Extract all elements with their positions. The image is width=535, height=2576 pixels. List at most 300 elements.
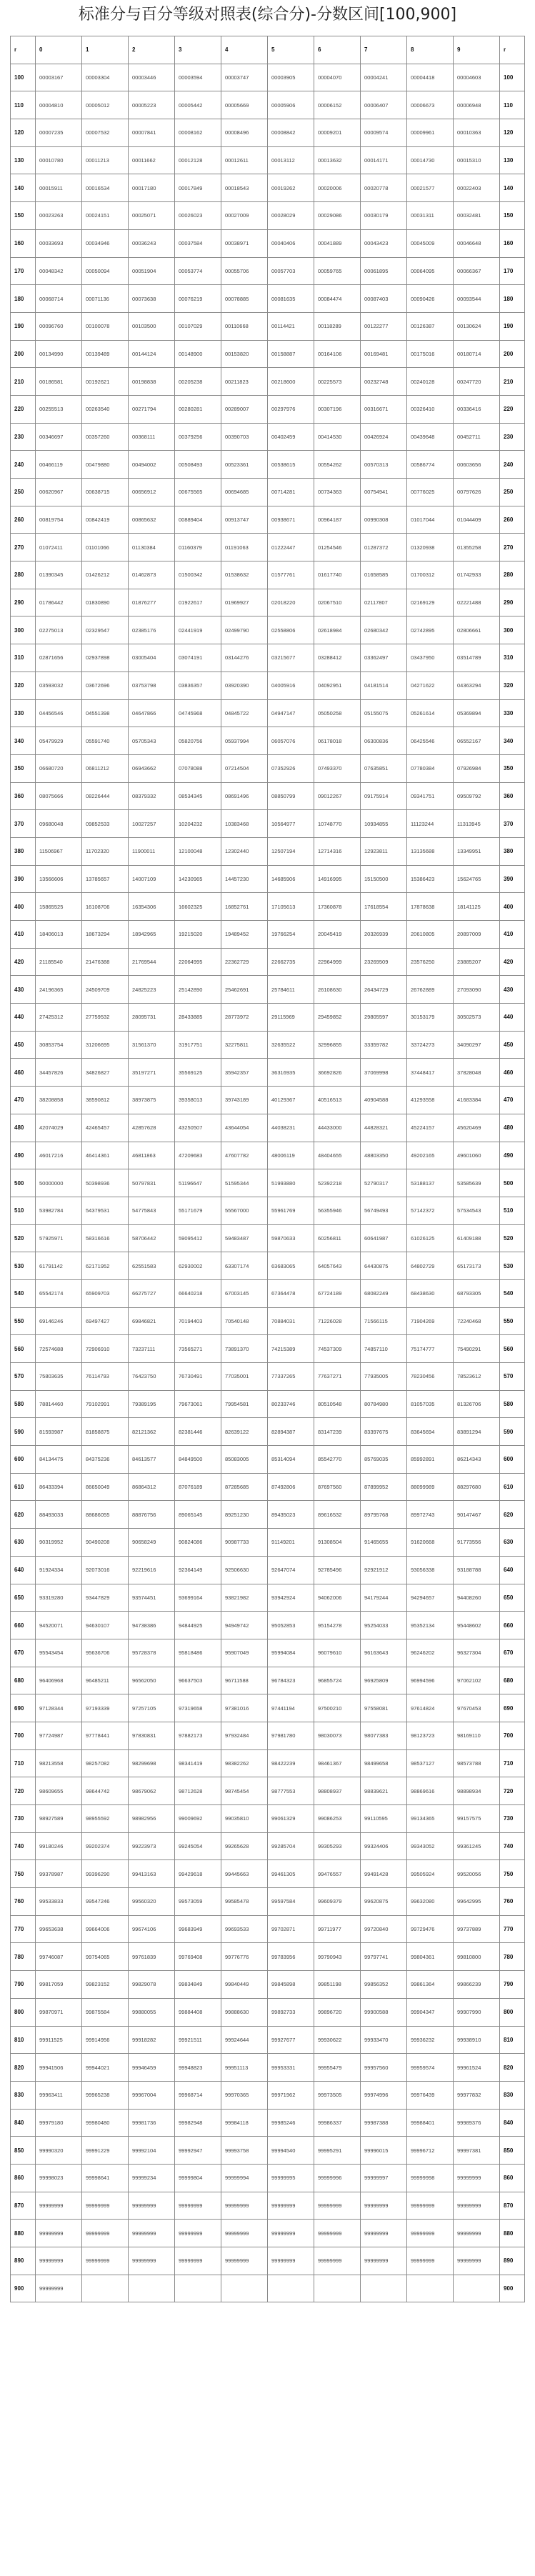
table-cell: 04551398 — [82, 699, 129, 727]
table-row — [11, 1943, 525, 1971]
table-cell: 99977832 — [454, 2081, 500, 2109]
table-cell: 99505924 — [407, 1860, 454, 1888]
table-cell: 01130384 — [129, 534, 175, 561]
table-row — [11, 754, 525, 782]
table-cell: 96784323 — [268, 1667, 314, 1694]
table-cell: 95052853 — [268, 1612, 314, 1639]
table-cell: 99999999 — [175, 2192, 221, 2220]
row-label-right: 780 — [500, 1943, 525, 1971]
row-label-right: 440 — [500, 1004, 525, 1032]
table-cell: 86650049 — [82, 1473, 129, 1501]
table-cell: 09509792 — [454, 782, 500, 810]
table-cell: 41293558 — [407, 1087, 454, 1114]
row-label-right: 220 — [500, 395, 525, 423]
table-cell: 84849500 — [175, 1446, 221, 1474]
table-row — [11, 229, 525, 257]
table-cell: 94738386 — [129, 1612, 175, 1639]
row-label: 100 — [11, 64, 36, 91]
table-cell: 99797741 — [361, 1943, 407, 1971]
row-label-right: 590 — [500, 1418, 525, 1446]
row-label: 880 — [11, 2220, 36, 2247]
table-cell: 90987733 — [221, 1529, 268, 1557]
table-cell: 18406013 — [36, 921, 82, 949]
table-cell: 88876756 — [129, 1501, 175, 1529]
table-cell: 02558806 — [268, 616, 314, 644]
table-cell: 87076189 — [175, 1473, 221, 1501]
table-cell: 01287372 — [361, 534, 407, 561]
row-label: 320 — [11, 672, 36, 699]
table-cell: 44433000 — [314, 1114, 361, 1142]
table-cell: 00084474 — [314, 285, 361, 313]
table-cell: 11900011 — [129, 837, 175, 865]
table-row — [11, 1390, 525, 1418]
row-label: 200 — [11, 340, 36, 368]
table-cell: 89972743 — [407, 1501, 454, 1529]
table-cell: 00004603 — [454, 64, 500, 91]
table-cell: 96711588 — [221, 1667, 268, 1694]
table-cell: 00148900 — [175, 340, 221, 368]
table-cell: 98839621 — [361, 1777, 407, 1805]
row-label: 670 — [11, 1639, 36, 1667]
row-label: 570 — [11, 1363, 36, 1391]
table-cell: 66275727 — [129, 1279, 175, 1307]
table-cell: 99888630 — [221, 1998, 268, 2026]
table-row — [11, 257, 525, 285]
table-cell: 09012267 — [314, 782, 361, 810]
table-cell: 63307174 — [221, 1252, 268, 1280]
table-row — [11, 1529, 525, 1557]
table-cell: 99783956 — [268, 1943, 314, 1971]
table-cell: 00938671 — [268, 506, 314, 534]
table-cell: 00003446 — [129, 64, 175, 91]
table-row — [11, 146, 525, 174]
table-cell: 00175016 — [407, 340, 454, 368]
table-row — [11, 1860, 525, 1888]
table-row — [11, 2054, 525, 2082]
table-cell: 30153179 — [407, 1004, 454, 1032]
percentile-table — [10, 36, 525, 2302]
row-label: 450 — [11, 1031, 36, 1059]
table-cell: 95636706 — [82, 1639, 129, 1667]
table-cell: 14230965 — [175, 865, 221, 893]
table-cell: 21476388 — [82, 948, 129, 976]
table-cell: 99461305 — [268, 1860, 314, 1888]
table-cell: 97381016 — [221, 1694, 268, 1722]
table-cell: 98341419 — [175, 1749, 221, 1777]
table-cell: 99933470 — [361, 2026, 407, 2054]
table-cell: 99951113 — [221, 2054, 268, 2082]
table-cell: 99875584 — [82, 1998, 129, 2026]
table-cell: 10204232 — [175, 810, 221, 838]
table-cell: 81326706 — [454, 1390, 500, 1418]
row-label-right: 560 — [500, 1335, 525, 1363]
row-label: 110 — [11, 91, 36, 119]
table-cell: 00232748 — [361, 368, 407, 396]
table-row — [11, 174, 525, 202]
table-row — [11, 91, 525, 119]
row-label-right: 140 — [500, 174, 525, 202]
table-cell: 62930002 — [175, 1252, 221, 1280]
row-label-right: 400 — [500, 893, 525, 921]
table-cell: 99999999 — [361, 2247, 407, 2275]
table-cell: 06425546 — [407, 727, 454, 755]
table-cell: 80510548 — [314, 1390, 361, 1418]
table-cell: 92647074 — [268, 1556, 314, 1584]
table-cell: 99999999 — [407, 2192, 454, 2220]
table-cell: 25462691 — [221, 976, 268, 1004]
table-cell: 06300836 — [361, 727, 407, 755]
table-cell: 99900588 — [361, 1998, 407, 2026]
table-cell: 99999999 — [221, 2220, 268, 2247]
table-cell: 98537127 — [407, 1749, 454, 1777]
table-cell: 05261614 — [407, 699, 454, 727]
table-cell: 99343052 — [407, 1832, 454, 1860]
row-label: 820 — [11, 2054, 36, 2082]
table-cell: 99265628 — [221, 1832, 268, 1860]
table-cell: 99985246 — [268, 2109, 314, 2137]
table-cell: 26434729 — [361, 976, 407, 1004]
table-cell: 00107029 — [175, 312, 221, 340]
table-cell: 40904588 — [361, 1087, 407, 1114]
table-cell: 00019262 — [268, 174, 314, 202]
table-cell: 68793305 — [454, 1279, 500, 1307]
table-cell: 18141125 — [454, 893, 500, 921]
row-label-right: 870 — [500, 2192, 525, 2220]
table-cell: 62551583 — [129, 1252, 175, 1280]
table-cell: 19489452 — [221, 921, 268, 949]
table-cell: 99892733 — [268, 1998, 314, 2026]
table-row — [11, 2081, 525, 2109]
table-cell: 02742895 — [407, 616, 454, 644]
row-label-right: 900 — [500, 2275, 525, 2302]
row-label: 130 — [11, 146, 36, 174]
table-cell: 79389195 — [129, 1390, 175, 1418]
row-label-right: 330 — [500, 699, 525, 727]
table-cell: 24196365 — [36, 976, 82, 1004]
row-label-right: 260 — [500, 506, 525, 534]
row-label-right: 880 — [500, 2220, 525, 2247]
table-cell: 00289007 — [221, 395, 268, 423]
table-cell: 53982784 — [36, 1197, 82, 1224]
table-cell: 00037584 — [175, 229, 221, 257]
table-cell: 00554262 — [314, 451, 361, 479]
table-cell: 95154278 — [314, 1612, 361, 1639]
table-cell: 99998641 — [82, 2164, 129, 2192]
table-cell: 00494002 — [129, 451, 175, 479]
table-cell: 84613577 — [129, 1446, 175, 1474]
table-cell: 00006673 — [407, 91, 454, 119]
table-cell: 96994596 — [407, 1667, 454, 1694]
table-cell: 99946459 — [129, 2054, 175, 2082]
table-cell: 99632080 — [407, 1888, 454, 1916]
table-cell: 97257105 — [129, 1694, 175, 1722]
table-cell: 99955479 — [314, 2054, 361, 2082]
row-label: 120 — [11, 119, 36, 147]
table-cell: 42074029 — [36, 1114, 82, 1142]
table-cell: 89065145 — [175, 1501, 221, 1529]
table-cell: 98382262 — [221, 1749, 268, 1777]
table-cell: 98679062 — [129, 1777, 175, 1805]
table-cell: 99110595 — [361, 1805, 407, 1833]
row-label: 480 — [11, 1114, 36, 1142]
table-cell: 92364149 — [175, 1556, 221, 1584]
table-row — [11, 1307, 525, 1335]
table-cell: 90319952 — [36, 1529, 82, 1557]
table-row — [11, 893, 525, 921]
table-cell: 66640218 — [175, 1279, 221, 1307]
table-cell: 03005404 — [129, 644, 175, 672]
table-row — [11, 1694, 525, 1722]
table-cell: 69497427 — [82, 1307, 129, 1335]
table-cell: 00368111 — [129, 423, 175, 451]
table-row — [11, 1004, 525, 1032]
table-cell: 85083005 — [221, 1446, 268, 1474]
row-label-right: 580 — [500, 1390, 525, 1418]
table-cell: 00003747 — [221, 64, 268, 91]
table-cell: 00675565 — [175, 479, 221, 506]
table-cell: 00734363 — [314, 479, 361, 506]
row-label-right: 320 — [500, 672, 525, 699]
table-cell: 00754941 — [361, 479, 407, 506]
table-row — [11, 1888, 525, 1916]
table-cell: 01500342 — [175, 561, 221, 589]
column-header: 8 — [407, 36, 454, 64]
table-cell: 92219616 — [129, 1556, 175, 1584]
table-cell: 17878638 — [407, 893, 454, 921]
table-cell: 37069998 — [361, 1059, 407, 1087]
row-label-right: 630 — [500, 1529, 525, 1557]
table-cell: 00017180 — [129, 174, 175, 202]
table-cell: 06811212 — [82, 754, 129, 782]
table-cell: 03074191 — [175, 644, 221, 672]
table-cell: 08075666 — [36, 782, 82, 810]
table-cell: 37828048 — [454, 1059, 500, 1087]
table-cell: 99999999 — [175, 2247, 221, 2275]
row-label: 900 — [11, 2275, 36, 2302]
table-cell: 50398936 — [82, 1169, 129, 1197]
table-cell: 03144276 — [221, 644, 268, 672]
table-cell: 00078885 — [221, 285, 268, 313]
row-label: 780 — [11, 1943, 36, 1971]
table-cell: 99476557 — [314, 1860, 361, 1888]
table-cell: 00126387 — [407, 312, 454, 340]
table-cell: 99829078 — [129, 1971, 175, 1999]
table-cell: 44828321 — [361, 1114, 407, 1142]
table-cell: 97724987 — [36, 1722, 82, 1749]
table-row — [11, 1777, 525, 1805]
table-cell: 99035810 — [221, 1805, 268, 1833]
table-cell: 10934855 — [361, 810, 407, 838]
table-cell: 04363294 — [454, 672, 500, 699]
table-cell: 93699164 — [175, 1584, 221, 1612]
table-cell: 00110668 — [221, 312, 268, 340]
row-label: 620 — [11, 1501, 36, 1529]
row-label-right: 150 — [500, 202, 525, 230]
table-cell: 00036243 — [129, 229, 175, 257]
table-cell: 10748770 — [314, 810, 361, 838]
table-cell: 00045009 — [407, 229, 454, 257]
row-label-right: 620 — [500, 1501, 525, 1529]
table-cell: 00297976 — [268, 395, 314, 423]
table-cell: 99930622 — [314, 2026, 361, 2054]
table-cell: 97062102 — [454, 1667, 500, 1694]
table-cell: 00694685 — [221, 479, 268, 506]
table-cell: 71226028 — [314, 1307, 361, 1335]
table-cell: 32275811 — [221, 1031, 268, 1059]
row-label: 440 — [11, 1004, 36, 1032]
table-cell: 39358013 — [175, 1087, 221, 1114]
table-cell: 95728378 — [129, 1639, 175, 1667]
table-cell: 01320938 — [407, 534, 454, 561]
table-cell: 00205238 — [175, 368, 221, 396]
row-label: 460 — [11, 1059, 36, 1087]
row-label-right: 250 — [500, 479, 525, 506]
table-cell: 99413163 — [129, 1860, 175, 1888]
table-cell: 86433394 — [36, 1473, 82, 1501]
row-label: 490 — [11, 1142, 36, 1169]
table-cell: 97670453 — [454, 1694, 500, 1722]
row-label: 360 — [11, 782, 36, 810]
row-label: 890 — [11, 2247, 36, 2275]
table-cell: 70194403 — [175, 1307, 221, 1335]
table-cell: 99999999 — [129, 2247, 175, 2275]
row-label: 770 — [11, 1915, 36, 1943]
table-cell: 99988401 — [407, 2109, 454, 2137]
table-cell: 94844925 — [175, 1612, 221, 1639]
table-row — [11, 1915, 525, 1943]
row-label-right: 520 — [500, 1224, 525, 1252]
table-cell: 97830831 — [129, 1722, 175, 1749]
table-cell: 98927589 — [36, 1805, 82, 1833]
table-cell: 02275013 — [36, 616, 82, 644]
table-cell: 22064995 — [175, 948, 221, 976]
row-label: 260 — [11, 506, 36, 534]
table-cell: 03215677 — [268, 644, 314, 672]
row-label-right: 510 — [500, 1197, 525, 1224]
table-cell: 24509709 — [82, 976, 129, 1004]
row-label: 470 — [11, 1087, 36, 1114]
table-cell: 01617740 — [314, 561, 361, 589]
table-cell: 99974996 — [361, 2081, 407, 2109]
table-cell: 92921912 — [361, 1556, 407, 1584]
table-row — [11, 395, 525, 423]
table-cell: 02067510 — [314, 589, 361, 616]
corner-label-right: r — [500, 36, 525, 64]
table-cell: 00087403 — [361, 285, 407, 313]
table-row — [11, 865, 525, 893]
row-label-right: 370 — [500, 810, 525, 838]
table-cell: 00068714 — [36, 285, 82, 313]
table-cell: 25142890 — [175, 976, 221, 1004]
table-cell: 98745454 — [221, 1777, 268, 1805]
row-label-right: 830 — [500, 2081, 525, 2109]
table-cell: 00990308 — [361, 506, 407, 534]
table-cell: 00603656 — [454, 451, 500, 479]
table-cell: 59095412 — [175, 1224, 221, 1252]
row-label-right: 180 — [500, 285, 525, 313]
table-row — [11, 2026, 525, 2054]
table-cell: 99834849 — [175, 1971, 221, 1999]
table-cell: 77637271 — [314, 1363, 361, 1391]
table-cell: 60256811 — [314, 1224, 361, 1252]
row-label-right: 770 — [500, 1915, 525, 1943]
table-row — [11, 451, 525, 479]
table-cell: 17360878 — [314, 893, 361, 921]
table-cell: 99999999 — [454, 2247, 500, 2275]
table-cell: 00034946 — [82, 229, 129, 257]
table-cell: 18942965 — [129, 921, 175, 949]
row-label-right: 760 — [500, 1888, 525, 1916]
table-row — [11, 2275, 525, 2302]
table-cell: 00030179 — [361, 202, 407, 230]
table-cell: 00021577 — [407, 174, 454, 202]
table-cell: 99936232 — [407, 2026, 454, 2054]
table-cell: 82121362 — [129, 1418, 175, 1446]
table-row — [11, 423, 525, 451]
row-label: 580 — [11, 1390, 36, 1418]
table-cell: 99980480 — [82, 2109, 129, 2137]
table-row — [11, 810, 525, 838]
table-cell: 00357260 — [82, 423, 129, 451]
table-row — [11, 1722, 525, 1749]
row-label: 800 — [11, 1998, 36, 2026]
table-cell: 10383468 — [221, 810, 268, 838]
row-label: 760 — [11, 1888, 36, 1916]
table-cell: 99180246 — [36, 1832, 82, 1860]
table-row — [11, 2220, 525, 2247]
row-label-right: 610 — [500, 1473, 525, 1501]
table-cell: 03288412 — [314, 644, 361, 672]
table-row — [11, 1279, 525, 1307]
row-label-right: 310 — [500, 644, 525, 672]
table-cell: 00390703 — [221, 423, 268, 451]
table-cell: 00009574 — [361, 119, 407, 147]
table-cell: 02117807 — [361, 589, 407, 616]
row-label: 230 — [11, 423, 36, 451]
table-cell: 00025071 — [129, 202, 175, 230]
table-cell: 00005012 — [82, 91, 129, 119]
table-cell: 00064095 — [407, 257, 454, 285]
table-cell: 51196647 — [175, 1169, 221, 1197]
table-cell: 52392218 — [314, 1169, 361, 1197]
table-cell: 15386423 — [407, 865, 454, 893]
table-cell: 00180714 — [454, 340, 500, 368]
table-cell: 74215389 — [268, 1335, 314, 1363]
table-cell: 35197271 — [129, 1059, 175, 1087]
table-cell: 99585478 — [221, 1888, 268, 1916]
table-cell: 99746087 — [36, 1943, 82, 1971]
table-cell: 00020006 — [314, 174, 361, 202]
row-label-right: 350 — [500, 754, 525, 782]
table-cell: 47607782 — [221, 1142, 268, 1169]
table-cell: 00050094 — [82, 257, 129, 285]
table-cell: 75174777 — [407, 1335, 454, 1363]
table-cell: 55961769 — [268, 1197, 314, 1224]
table-cell: 00004241 — [361, 64, 407, 91]
table-cell: 99999999 — [454, 2192, 500, 2220]
table-cell: 99285704 — [268, 1832, 314, 1860]
table-cell: 00144124 — [129, 340, 175, 368]
table-cell: 99999999 — [314, 2247, 361, 2275]
table-cell: 59870633 — [268, 1224, 314, 1252]
table-cell: 14007109 — [129, 865, 175, 893]
table-row — [11, 2164, 525, 2192]
table-cell: 99737889 — [454, 1915, 500, 1943]
table-row — [11, 616, 525, 644]
table-cell: 00103500 — [129, 312, 175, 340]
row-label-right: 450 — [500, 1031, 525, 1059]
table-cell: 94179244 — [361, 1584, 407, 1612]
